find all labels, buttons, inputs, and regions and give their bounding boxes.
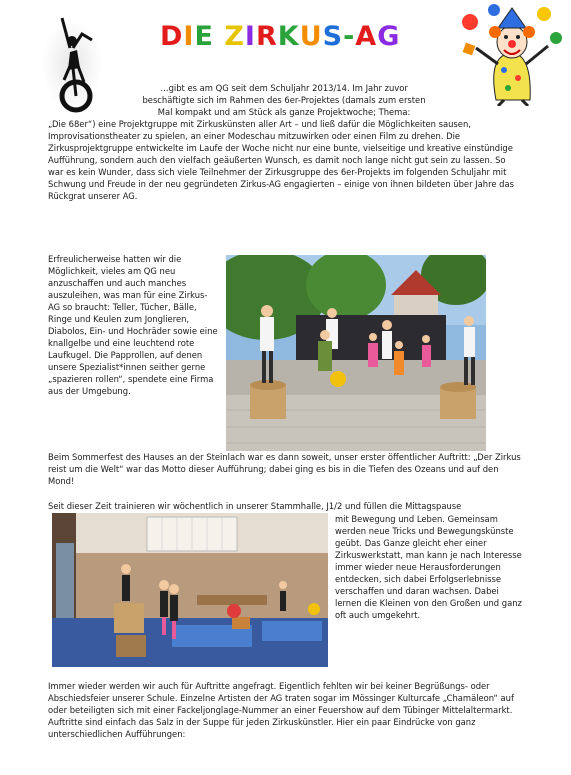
title-letter: U bbox=[299, 21, 323, 52]
title-letter: Z bbox=[224, 21, 245, 52]
training-text-top: Seit dieser Zeit trainieren wir wöchentlich in unserer Stammhalle, J1/2 und füllen die Mittagspause bbox=[48, 501, 462, 511]
outdoor-performance-photo bbox=[226, 255, 486, 451]
title-letter: R bbox=[255, 21, 278, 52]
title-letter: E bbox=[194, 21, 214, 52]
title-letter bbox=[214, 20, 224, 54]
unicyclist-illustration bbox=[40, 10, 108, 116]
title-letter: I bbox=[244, 21, 256, 52]
intro-body-text: „Die 68er“) eine Projektgruppe mit Zirkuskünsten aller Art – und ließ dafür die Möglichkeiten sausen, Improvisationstheater zu spielen, an einer Modeschau mitzuwirken oder einen Film zu drehen. Die Zirkusprojektgruppe entwickelte im Laufe der Woche nicht nur eine bunte, vielseitige und kreative einstündige Aufführung, sondern auch den vielfach geäußerten Wunsch, es damit noch lange nicht gut sein zu lassen. So war es kein Wunder, dass sich viele Teilnehmer der Zirkusgruppe des 6er-Projekts im folgenden Schuljahr mit Schwung und Freude in der neu gegründeten Zirkus-AG engagierten – einige von ihnen bildeten über Jahre das Rückgrat unserer AG. bbox=[48, 119, 514, 201]
sommerfest-text: Beim Sommerfest des Hauses an der Steinlach war es dann soweit, unser erster öffentlicher Auftritt: „Der Zirkus reist um die Welt“ war das Motto dieser Aufführung; dabei ging es bis in die Tiefen des Ozeans und auf den Mond! bbox=[48, 452, 521, 486]
clown-illustration bbox=[456, 4, 566, 106]
title-letter: D bbox=[160, 21, 184, 52]
title-letter: I bbox=[183, 21, 195, 52]
title-letter: G bbox=[377, 21, 401, 52]
equipment-text: Erfreulicherweise hatten wir die Möglichkeit, vieles am QG neu anzuschaffen und auch manches auszuleihen, was man für eine Zirkus-AG so braucht: Teller, Tücher, Bälle, Ringe und Keulen zum Jonglieren, Diabolos, Ein- und Hochräder sowie eine knallgelbe und eine leuchtend rote Laufkugel. Die Papprollen, auf denen unsere Spezialist*innen seither gerne „spazieren rollen“, spendete eine Firma aus der Umgebung. bbox=[48, 254, 218, 396]
auftritte-text: Immer wieder werden wir auch für Auftritte angefragt. Eigentlich fehlten wir bei keiner Begrüßungs- oder Abschiedsfeier unserer Schule. Einzelne Artisten der AG traten sogar im Mössinger Kulturcafe „Chamäleon“ auf oder beteiligten sich mit einer Fackeljonglage-Nummer an einer Feuershow auf dem Tübinger Mittelaltermarkt. Auftritte sind einfach das Salz in der Suppe für jeden Zirkuskünstler. Hier ein paar Eindrücke von ganz unterschiedlichen Aufführungen: bbox=[48, 681, 514, 739]
title-letter: A bbox=[355, 21, 378, 52]
title-letter: - bbox=[343, 21, 356, 52]
training-text-side: mit Bewegung und Leben. Gemeinsam werden neue Tricks und Bewegungskünste geübt. Das Ganze gleicht eher einer Zirkuswerkstatt, man kann je nach Interesse immer wieder neue Herausforderungen entdecken, sich dabei Erfolgserlebnisse verschaffen und daran wachsen. Dabei lernen die Kleinen von den Großen und ganz oft auch umgekehrt. bbox=[335, 514, 522, 620]
title-letter: K bbox=[277, 21, 300, 52]
page-title bbox=[160, 20, 401, 54]
intro-centered-text: …gibt es am QG seit dem Schuljahr 2013/14. Im Jahr zuvor beschäftigte sich im Rahmen des 6er-Projektes (damals zum ersten Mal kompakt und am Stück als ganze Projektwoche; Thema: bbox=[142, 83, 426, 117]
title-letter: S bbox=[322, 21, 344, 52]
gym-training-photo bbox=[52, 513, 328, 667]
